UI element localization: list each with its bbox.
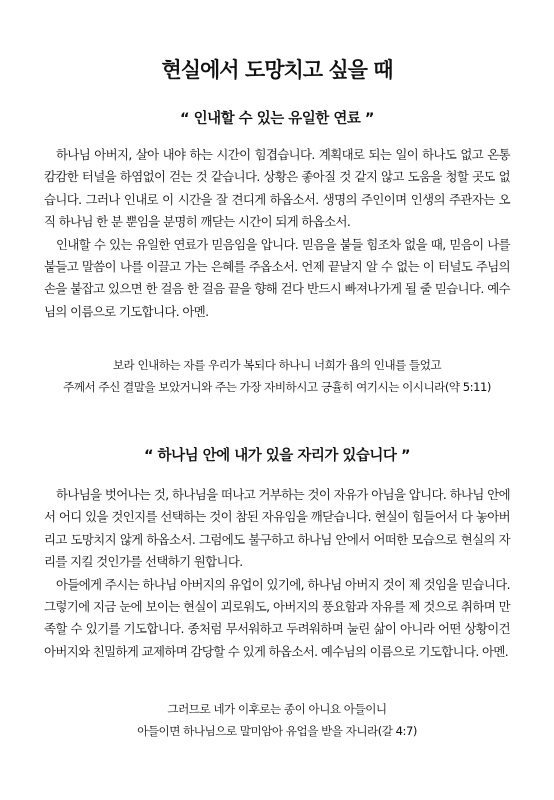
prayer-paragraph: 하나님을 벗어나는 것, 하나님을 떠나고 거부하는 것이 자유가 아님을 압니다. 하나님 안에서 어디 있을 것인지를 선택하는 것이 참된 자유임을 깨닫습니다. 현실이 힘들어서 다 놓아버리고 도망치지 않게 하옵소서. 그럼에도 불구하고 하나님 안에서 어떠한 모습으로 현실의 자리를 지킬 것인가를 선택하기 원합니다. bbox=[44, 487, 510, 570]
section-heading-1: “ 인내할 수 있는 유일한 연료 ” bbox=[180, 111, 374, 127]
scripture-verse-2 bbox=[30, 698, 524, 742]
scripture-verse-1 bbox=[30, 354, 524, 398]
prayer-paragraph: 아들에게 주시는 하나님 아버지의 유업이 있기에, 하나님 아버지 것이 제 것임을 믿습니다. 그렇기에 지금 눈에 보이는 현실이 괴로워도, 아버지의 풍요함과 자유를 제 것으로 취하며 만족할 수 있기를 기도합니다. 종처럼 무서워하고 두려워하며 눌린 삶이 아니라 어떤 상황이건 아버지와 친밀하게 교제하며 감당할 수 있게 하옵소서. 예수님의 이름으로 기도합니다. 아멘. bbox=[44, 576, 510, 659]
section-heading-2: “ 하나님 안에 내가 있을 자리가 있습니다 ” bbox=[143, 448, 410, 464]
verse-line: 주께서 주신 결말을 보았거니와 주는 가장 자비하시고 긍휼히 여기시는 이시니라(약 5:11) bbox=[63, 380, 491, 394]
section-body-1 bbox=[44, 144, 510, 323]
prayer-paragraph: 하나님 아버지, 살아 내야 하는 시간이 힘겹습니다. 계획대로 되는 일이 하나도 없고 온통 캄캄한 터널을 하염없이 걷는 것 같습니다. 상황은 좋아질 것 같지 않고 도움을 청할 곳도 없습니다. 그러나 인내로 이 시간을 잘 견디게 하옵소서. 생명의 주인이며 인생의 주관자는 오직 하나님 한 분 뿐임을 분명히 깨닫는 시간이 되게 하옵소서. bbox=[44, 147, 510, 230]
prayer-paragraph: 인내할 수 있는 유일한 연료가 믿음임을 압니다. 믿음을 붙들 힘조차 없을 때, 믿음이 나를 붙들고 말씀이 나를 이끌고 가는 은혜를 주옵소서. 언제 끝날지 알 수 없는 이 터널도 주님의 손을 붙잡고 있으면 한 걸음 한 걸음 끝을 향해 걷다 반드시 빠져나가게 될 줄 믿습니다. 예수님의 이름으로 기도합니다. 아멘. bbox=[44, 236, 510, 319]
verse-line: 보라 인내하는 자를 우리가 복되다 하나니 너희가 욥의 인내를 들었고 bbox=[112, 358, 442, 372]
verse-line: 아들이면 하나님으로 말미암아 유업을 받을 자니라(갈 4:7) bbox=[137, 724, 417, 738]
verse-line: 그러므로 네가 이후로는 종이 아니요 아들이니 bbox=[167, 702, 387, 716]
page-title: 현실에서 도망치고 싶을 때 bbox=[161, 58, 393, 82]
section-body-2 bbox=[44, 484, 510, 663]
